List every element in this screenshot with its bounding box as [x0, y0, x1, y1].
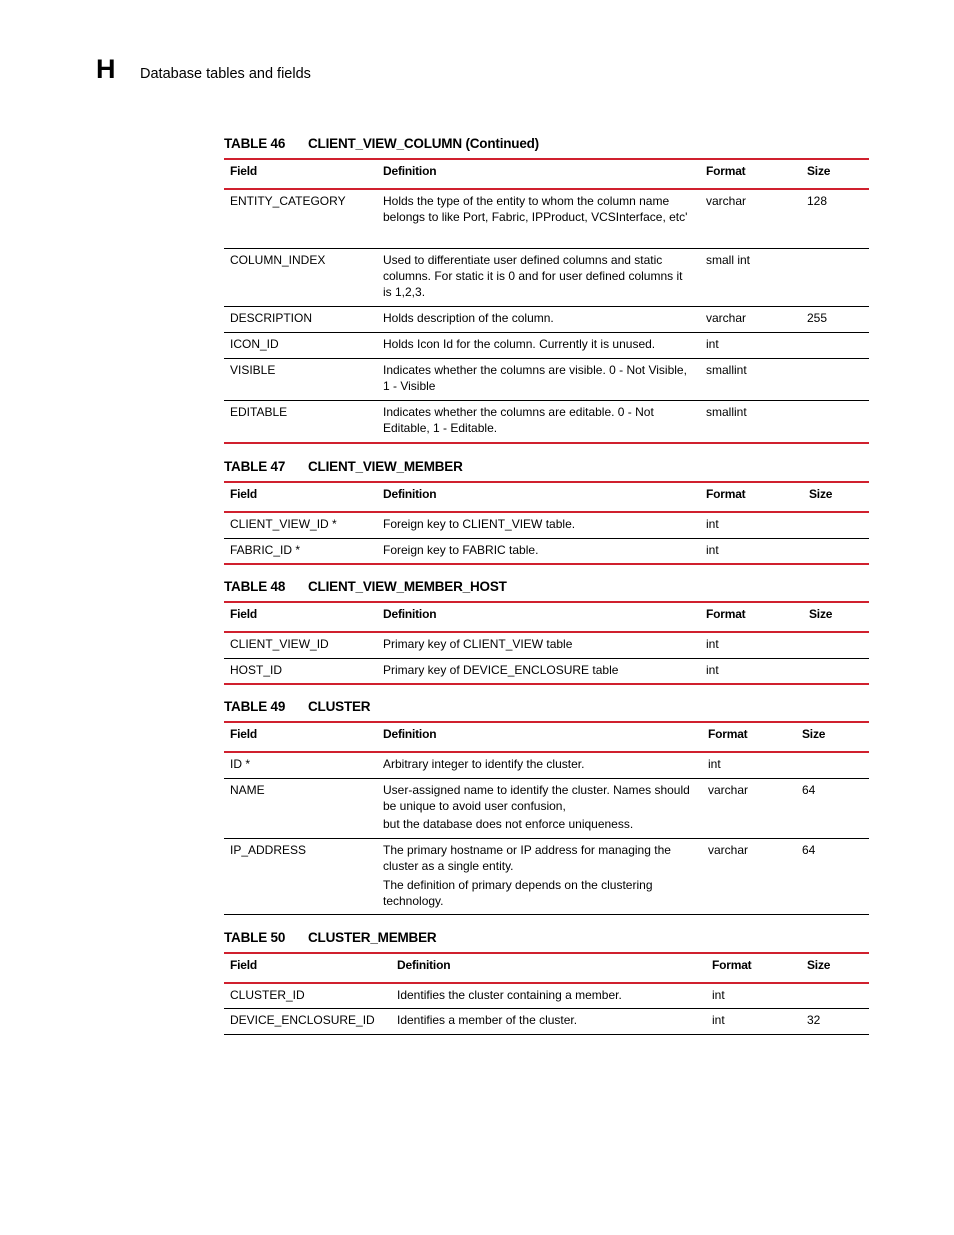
cell-definition: Holds Icon Id for the column. Currently it is unused. [377, 332, 700, 358]
cell-format: int [700, 332, 801, 358]
cell-format: varchar [700, 189, 801, 248]
cell-definition: Holds description of the column. [377, 306, 700, 332]
column-header-size: Size [801, 953, 869, 983]
column-header-format: Format [706, 953, 801, 983]
cell-format: smallint [700, 400, 801, 442]
table-row [224, 306, 869, 332]
cell-field: FABRIC_ID * [224, 538, 377, 564]
table-row [224, 838, 869, 915]
column-header-format: Format [700, 159, 801, 189]
cell-field: CLIENT_VIEW_ID [224, 632, 377, 658]
table-cluster-member [224, 930, 869, 1035]
cell-definition: Indicates whether the columns are visible. 0 - Not Visible, 1 - Visible [377, 358, 700, 400]
definition-text: Arbitrary integer to identify the cluster. [383, 757, 585, 771]
cell-format: varchar [700, 306, 801, 332]
definition-note: but the database does not enforce uniqueness. [383, 817, 634, 832]
cell-size [801, 332, 869, 358]
table-name: CLIENT_VIEW_COLUMN (Continued) [308, 136, 539, 151]
table-number: TABLE 49 [224, 699, 286, 714]
column-header-definition: Definition [377, 722, 702, 752]
table-caption [224, 136, 869, 158]
cell-size [796, 752, 869, 778]
column-header-definition: Definition [377, 159, 700, 189]
column-header-format: Format [702, 722, 796, 752]
cell-definition: Primary key of CLIENT_VIEW table [377, 632, 700, 658]
column-header-definition: Definition [377, 602, 700, 632]
cell-field: IP_ADDRESS [224, 838, 377, 915]
cell-size [803, 538, 869, 564]
column-header-size: Size [801, 159, 869, 189]
cell-format: smallint [700, 358, 801, 400]
cell-definition: Indicates whether the columns are editable. 0 - Not Editable, 1 - Editable. [377, 400, 700, 442]
table-client-view-column [224, 136, 869, 444]
cell-field: DEVICE_ENCLOSURE_ID [224, 1009, 391, 1035]
cell-size [801, 358, 869, 400]
table-cluster [224, 699, 869, 915]
table-number: TABLE 46 [224, 136, 286, 151]
column-header-size: Size [796, 722, 869, 752]
column-header-field: Field [224, 482, 377, 512]
column-header-size: Size [803, 482, 869, 512]
cell-definition: Holds the type of the entity to whom the column name belongs to like Port, Fabric, IPProduct, VCSInterface, etc' [377, 189, 700, 248]
table-number: TABLE 48 [224, 579, 286, 594]
table-caption [224, 459, 869, 481]
cell-definition [377, 752, 702, 778]
table-caption [224, 699, 869, 721]
table-name: CLUSTER_MEMBER [308, 930, 437, 945]
cell-size [803, 512, 869, 538]
cell-size: 64 [796, 838, 869, 915]
cell-field: NAME [224, 778, 377, 838]
table-name: CLIENT_VIEW_MEMBER_HOST [308, 579, 507, 594]
table-row [224, 632, 869, 658]
table-row [224, 358, 869, 400]
cell-field: CLIENT_VIEW_ID * [224, 512, 377, 538]
cell-field: HOST_ID [224, 658, 377, 684]
column-header-definition: Definition [391, 953, 706, 983]
table-row [224, 189, 869, 248]
cell-field: ICON_ID [224, 332, 377, 358]
table-row [224, 752, 869, 778]
cell-size [803, 658, 869, 684]
table-header-row [224, 602, 869, 632]
cell-field: CLUSTER_ID [224, 983, 391, 1009]
definition-text: User-assigned name to identify the cluster. Names should be unique to avoid user confusion, [383, 782, 690, 813]
cell-size: 255 [801, 306, 869, 332]
table-row [224, 512, 869, 538]
cell-format: int [700, 538, 803, 564]
table-row [224, 400, 869, 442]
table-row [224, 658, 869, 684]
table-row [224, 1009, 869, 1035]
cell-format: int [700, 658, 803, 684]
table-header-row [224, 953, 869, 983]
column-header-format: Format [700, 482, 803, 512]
cell-definition: Foreign key to FABRIC table. [377, 538, 700, 564]
chapter-letter: H [96, 54, 116, 84]
cell-size [803, 632, 869, 658]
column-header-size: Size [803, 602, 869, 632]
cell-definition: Foreign key to CLIENT_VIEW table. [377, 512, 700, 538]
table-number: TABLE 50 [224, 930, 286, 945]
cell-field: VISIBLE [224, 358, 377, 400]
table-number: TABLE 47 [224, 459, 286, 474]
definition-note: The definition of primary depends on the clustering technology. [383, 877, 653, 908]
table-caption [224, 579, 869, 601]
table-row [224, 778, 869, 838]
cell-format: varchar [702, 778, 796, 838]
cell-field: EDITABLE [224, 400, 377, 442]
cell-field: DESCRIPTION [224, 306, 377, 332]
table-name: CLUSTER [308, 699, 371, 714]
cell-size [801, 248, 869, 306]
table-row [224, 248, 869, 306]
column-header-field: Field [224, 159, 377, 189]
cell-definition: Primary key of DEVICE_ENCLOSURE table [377, 658, 700, 684]
cell-size: 128 [801, 189, 869, 248]
table-header-row [224, 722, 869, 752]
cell-format: int [700, 512, 803, 538]
table-header-row [224, 159, 869, 189]
table-caption [224, 930, 869, 952]
cell-size: 32 [801, 1009, 869, 1035]
cell-size [801, 983, 869, 1009]
cell-format: int [706, 1009, 801, 1035]
cell-definition [377, 778, 702, 838]
column-header-field: Field [224, 602, 377, 632]
table-row [224, 983, 869, 1009]
table-client-view-member [224, 459, 869, 565]
cell-format: varchar [702, 838, 796, 915]
column-header-field: Field [224, 722, 377, 752]
column-header-field: Field [224, 953, 391, 983]
table-row [224, 538, 869, 564]
column-header-definition: Definition [377, 482, 700, 512]
cell-size [801, 400, 869, 442]
cell-definition [377, 838, 702, 915]
cell-definition: Identifies the cluster containing a member. [391, 983, 706, 1009]
cell-definition: Identifies a member of the cluster. [391, 1009, 706, 1035]
table-name: CLIENT_VIEW_MEMBER [308, 459, 463, 474]
page-header-title: Database tables and fields [140, 66, 311, 82]
cell-field: COLUMN_INDEX [224, 248, 377, 306]
cell-field: ENTITY_CATEGORY [224, 189, 377, 248]
cell-definition: Used to differentiate user defined columns and static columns. For static it is 0 and for user defined columns it is 1,2,3. [377, 248, 700, 306]
column-header-format: Format [700, 602, 803, 632]
cell-format: int [700, 632, 803, 658]
table-client-view-member-host [224, 579, 869, 685]
cell-size: 64 [796, 778, 869, 838]
cell-format: small int [700, 248, 801, 306]
cell-format: int [702, 752, 796, 778]
table-header-row [224, 482, 869, 512]
table-row [224, 332, 869, 358]
cell-format: int [706, 983, 801, 1009]
definition-text: The primary hostname or IP address for managing the cluster as a single entity. [383, 842, 671, 874]
cell-field: ID * [224, 752, 377, 778]
